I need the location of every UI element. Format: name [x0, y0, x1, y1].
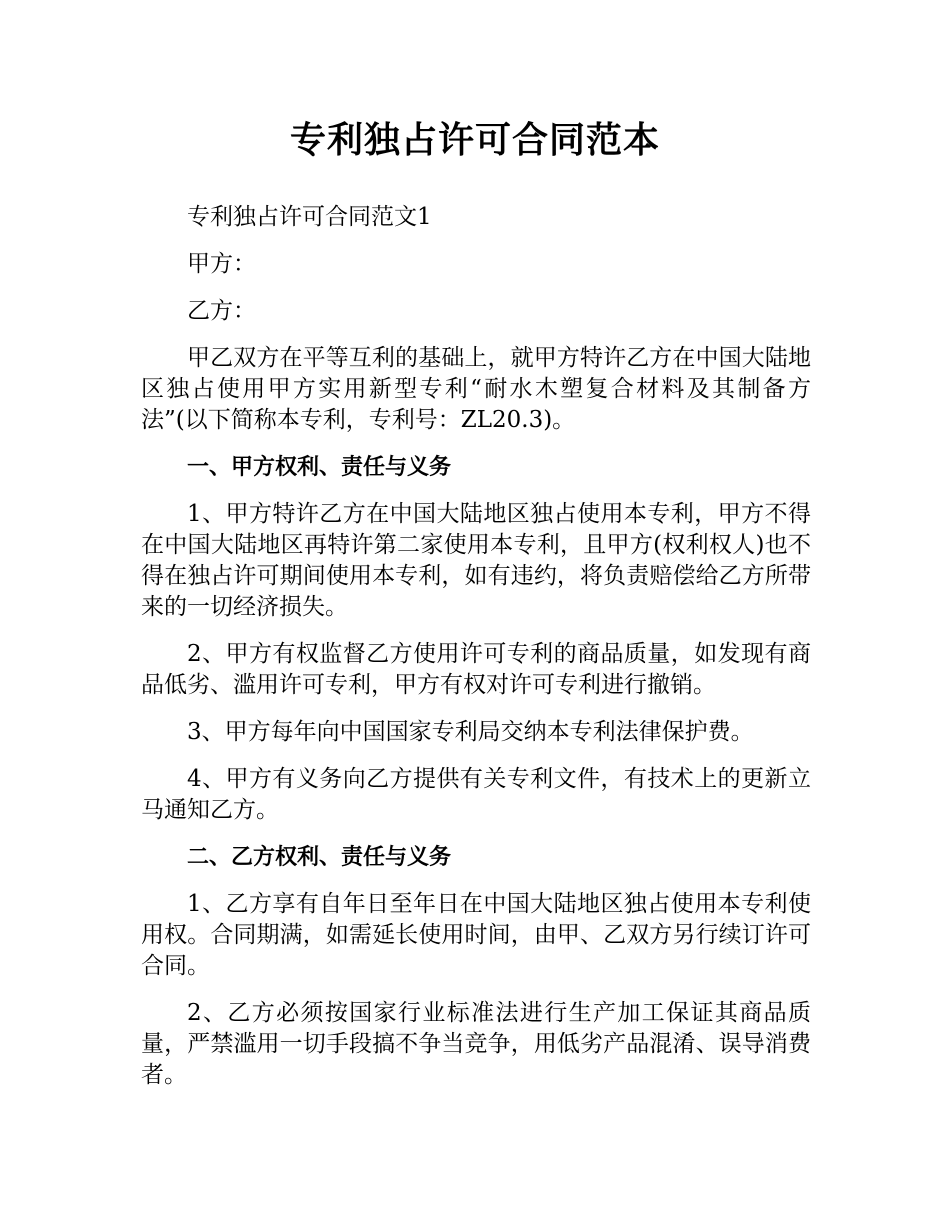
section-heading-party-b: 二、乙方权利、责任与义务: [187, 845, 452, 870]
document-title: 专利独占许可合同范本: [289, 120, 660, 161]
clause-paragraph: 4、甲方有义务向乙方提供有关专利文件，有技术上的更新立马通知乙方。: [141, 766, 811, 823]
subtitle-paragraph: 专利独占许可合同范文1: [187, 204, 432, 230]
clause-paragraph: 2、乙方必须按国家行业标准法进行生产加工保证其商品质量，严禁滥用一切手段搞不争当竞争，用低劣产品混淆、误导消费者。: [141, 1000, 811, 1088]
document-body: [141, 202, 811, 1107]
clause-paragraph: 1、甲方特许乙方在中国大陆地区独占使用本专利，甲方不得在中国大陆地区再特许第二家使用本专利，且甲方(权利权人)也不得在独占许可期间使用本专利，如有违约，将负责赔偿给乙方所带来的一切经济损失。: [141, 501, 811, 620]
party-a-line: 甲方：: [187, 251, 256, 277]
preamble-paragraph: 甲乙双方在平等互利的基础上，就甲方特许乙方在中国大陆地区独占使用甲方实用新型专利“耐水木塑复合材料及其制备方法”(以下简称本专利，专利号：ZL20.3)。: [141, 345, 811, 433]
clause-paragraph: 1、乙方享有自年日至年日在中国大陆地区独占使用本专利使用权。合同期满，如需延长使用时间，由甲、乙双方另行续订许可合同。: [141, 891, 811, 979]
clause-paragraph: 2、甲方有权监督乙方使用许可专利的商品质量，如发现有商品低劣、滥用许可专利，甲方有权对许可专利进行撤销。: [141, 641, 811, 698]
section-heading-party-a: 一、甲方权利、责任与义务: [187, 455, 452, 480]
clause-paragraph: 3、甲方每年向中国国家专利局交纳本专利法律保护费。: [187, 719, 754, 745]
party-b-line: 乙方：: [187, 298, 256, 324]
